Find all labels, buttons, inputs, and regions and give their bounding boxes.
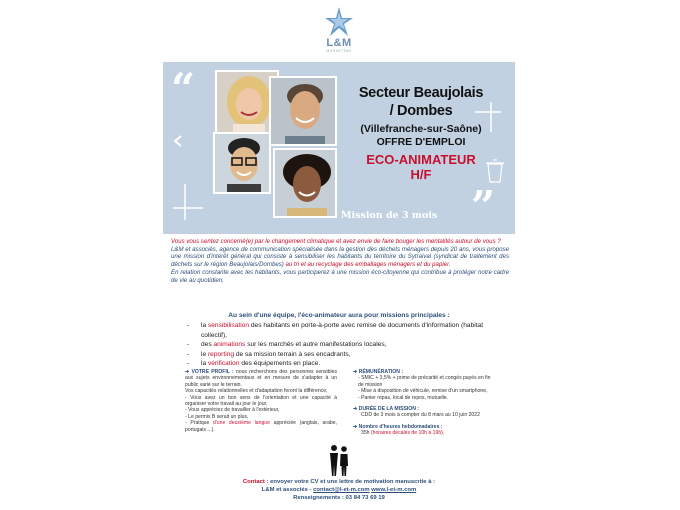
job-title-line2: H/F — [410, 167, 432, 182]
missions-heading: Au sein d'une équipe, l'éco-animateur aura pour missions principales : — [228, 312, 450, 319]
duration-heading: ➔ DURÉE DE LA MISSION : — [353, 406, 420, 413]
profile-section — [185, 369, 337, 433]
website-link[interactable]: www.l-et-m.com — [371, 487, 417, 493]
remuneration-heading: ➔ RÉMUNÉRATION : — [353, 369, 404, 375]
contact-block — [163, 478, 515, 502]
close-quote-icon: ” — [471, 182, 496, 231]
intro-question: Vous vous sentez concerné(e) par le changement climatique et avez envie de faire bouger les mentalités autour de vous ? — [171, 238, 501, 245]
contact-line1: Contact : envoyer votre CV et une lettre de motivation manuscrite à : — [242, 479, 436, 485]
list-item: - le reporting de sa mission terrain à ses encadrants, — [187, 350, 507, 360]
duration-text: CDD de 3 mois à compter du 8 mars au 10 juin 2022 — [361, 412, 480, 419]
title-line2: / Dombes — [389, 103, 453, 119]
list-item: - SMIC + 3,5% + prime de précarité et congés payés en fin de mission — [358, 375, 491, 388]
conditions-section — [353, 369, 493, 437]
logo-tagline: MARKETING — [326, 49, 352, 53]
mission-duration-banner: Mission de 3 mois — [341, 210, 438, 221]
list-item: - Le permis B serait un plus, — [185, 413, 249, 420]
list-item: - Vous avez un bon sens de l'orientation et une capacité à organiser votre travail au jour le jour, — [185, 394, 337, 408]
photo-woman-curly — [273, 148, 337, 218]
photo-man-smiling — [269, 76, 337, 146]
missions-list — [187, 321, 507, 369]
profile-text2: Vos capacités relationnelles et d'adaptation feront la différence, — [185, 388, 328, 395]
hero-title-block — [341, 84, 501, 182]
intro-company — [171, 246, 509, 269]
open-quote-icon: “ — [171, 64, 196, 113]
intro-text — [171, 238, 509, 284]
list-item: - des animations sur les marchés et autre manifestations locales, — [187, 340, 507, 350]
chevron-left-icon — [171, 134, 185, 148]
contact-line2: L&M et associés - contact@l-et-m.com www.l-et-m.com — [261, 487, 417, 493]
profile-heading: ➔ VOTRE PROFIL : — [185, 369, 234, 375]
list-item: - la sensibilisation des habitants en porte-à-porte avec remise de documents d'information (habitat collectif), — [187, 321, 507, 340]
intro-relation: En relation constante avec les habitants, vous participerez à une mission éco-citoyenne qui contribue à protéger notre cadre de vie au quotidien. — [171, 268, 509, 284]
list-item: - Vous appréciez de travailler à l'extérieur, — [185, 407, 280, 414]
hours-heading: ➔ Nombre d'heures hebdomadaires : — [353, 423, 443, 430]
intro-company-text: L&M et associés, agence de communication spécialisée dans la gestion des déchets ménagers depuis 20 ans, vous propose une mission d'intérêt général qui consiste à sensibiliser les habitants du territoire du Sytraival (syndicat de traitement des déchets sur le région Beaujolais/Dombes) — [171, 245, 509, 269]
list-item: - Pratique d'une deuxième langue appréciée (anglais, arabe, portugais ...). — [185, 420, 337, 433]
logo — [313, 6, 365, 62]
intro-company-highlight: au tri et au recyclage des emballages ménagers et du papier. — [283, 261, 451, 269]
contact-phone: Renseignements : 03 84 73 69 19 — [293, 495, 385, 501]
list-item: - Panier repas, local de repos, mutuelle. — [358, 394, 449, 401]
location: (Villefranche-sur-Saône) — [360, 123, 482, 135]
logo-name: L&M — [326, 37, 352, 49]
contact-email-link[interactable]: contact@l-et-m.com — [313, 487, 370, 493]
hours-text: 35h (horaires décalés de 10h à 19h). — [361, 430, 445, 437]
plus-decoration-icon — [173, 184, 203, 220]
title-line1: Secteur Beaujolais — [358, 85, 484, 101]
list-item: - la vérification des équipements en place. — [187, 359, 507, 369]
offer-label: OFFRE D'EMPLOI — [376, 136, 466, 148]
profile-text1: nous recherchons des personnes sensibles aux sujets environnementaux et en mesure de s'adapter à un public varié sur le terrain. — [185, 369, 338, 388]
people-silhouette-icon — [328, 444, 350, 476]
job-title-line1: ECO-ANIMATEUR — [366, 152, 476, 167]
photo-man-glasses — [213, 132, 271, 194]
job-offer-sheet — [163, 0, 515, 510]
list-item: - Mise à disposition de véhicule, remise d'un smartphone, — [358, 388, 488, 395]
star-logo-icon — [323, 6, 355, 38]
hero-banner — [163, 62, 515, 234]
